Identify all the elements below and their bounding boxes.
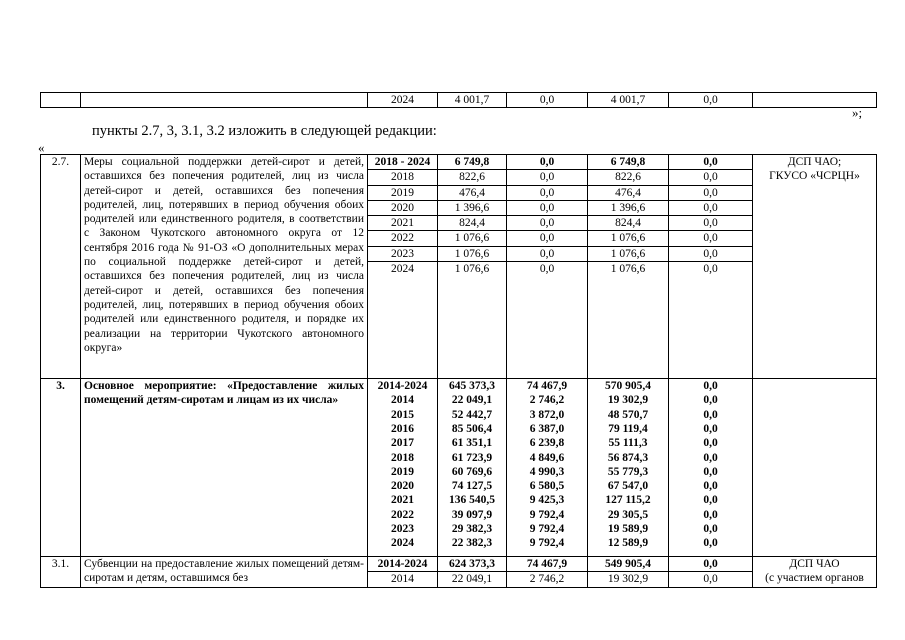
federal-cell: 0,0 — [507, 155, 588, 170]
year-cell: 2023 — [368, 246, 438, 261]
other-cell: 0,0 — [669, 170, 753, 185]
total-cell: 1 076,6 — [438, 246, 507, 261]
total-cell: 645 373,3 — [449, 380, 495, 393]
federal-cell: 6 580,5 — [529, 480, 565, 493]
row-number: 3. — [41, 379, 81, 557]
year-cell: 2019 — [368, 185, 438, 200]
total-cell: 52 442,7 — [451, 408, 493, 421]
table-row — [41, 155, 877, 170]
federal-cell: 2 746,2 — [507, 572, 588, 587]
other-cell: 0,0 — [703, 494, 718, 507]
federal-cell: 0,0 — [507, 231, 588, 246]
row-number: 2.7. — [41, 155, 81, 379]
year-cell: 2018 - 2024 — [368, 155, 438, 170]
regional-cell: 67 547,0 — [607, 480, 649, 493]
regional-cell: 1 076,6 — [588, 262, 669, 379]
table-row — [41, 379, 877, 557]
year-cell: 2024 — [368, 93, 438, 108]
other-cell: 0,0 — [669, 246, 753, 261]
regional-cell: 29 305,5 — [607, 508, 649, 521]
executor-line: ДСП ЧАО; — [787, 156, 842, 168]
year-cell: 2018 — [391, 451, 414, 464]
year-cell: 2014-2024 — [377, 380, 428, 393]
total-cell: 22 049,1 — [438, 572, 507, 587]
total-cell: 4 001,7 — [438, 93, 507, 108]
executor-cell — [753, 155, 877, 379]
other-cell: 0,0 — [669, 200, 753, 215]
other-cell: 0,0 — [703, 394, 718, 407]
regional-cell: 570 905,4 — [605, 380, 651, 393]
year-cell: 2018 — [368, 170, 438, 185]
total-cell: 22 049,1 — [451, 394, 493, 407]
federal-cell: 6 387,0 — [529, 422, 565, 435]
total-cell: 60 769,6 — [451, 465, 493, 478]
regional-cell: 1 396,6 — [588, 200, 669, 215]
federal-cell: 0,0 — [507, 170, 588, 185]
other-cell: 0,0 — [703, 480, 718, 493]
closing-quote-mark: »; — [852, 105, 863, 120]
total-cell: 624 373,3 — [438, 557, 507, 572]
federal-cell: 74 467,9 — [507, 557, 588, 572]
regional-list — [588, 379, 669, 557]
federal-cell: 0,0 — [507, 93, 588, 108]
federal-cell: 9 792,4 — [529, 523, 565, 536]
federal-cell: 9 792,4 — [529, 537, 565, 550]
total-cell: 22 382,3 — [451, 537, 493, 550]
other-list — [669, 379, 753, 557]
regional-cell: 55 779,3 — [607, 465, 649, 478]
regional-cell: 1 076,6 — [588, 231, 669, 246]
year-cell: 2024 — [368, 262, 438, 379]
measure-description: Субвенции на предоставление жилых помещений детям-сиротам и детям, оставшимся без — [81, 557, 368, 588]
other-cell: 0,0 — [669, 93, 753, 108]
total-cell: 822,6 — [438, 170, 507, 185]
total-cell: 61 723,9 — [451, 451, 493, 464]
regional-cell: 12 589,9 — [607, 537, 649, 550]
federal-cell: 0,0 — [507, 246, 588, 261]
other-cell: 0,0 — [703, 508, 718, 521]
total-cell: 6 749,8 — [438, 155, 507, 170]
regional-cell: 79 119,4 — [608, 422, 648, 435]
description-cell — [81, 93, 368, 108]
federal-cell: 0,0 — [507, 262, 588, 379]
total-cell: 1 076,6 — [438, 262, 507, 379]
other-cell: 0,0 — [703, 537, 718, 550]
regional-cell: 476,4 — [588, 185, 669, 200]
year-cell: 2020 — [391, 480, 414, 493]
federal-cell: 0,0 — [507, 200, 588, 215]
total-cell: 476,4 — [438, 185, 507, 200]
previous-table-fragment — [40, 92, 877, 108]
federal-cell: 9 425,3 — [529, 494, 565, 507]
federal-cell: 6 239,8 — [529, 437, 565, 450]
federal-list — [507, 379, 588, 557]
total-list — [438, 379, 507, 557]
year-cell: 2014 — [391, 394, 414, 407]
regional-cell: 19 589,9 — [607, 523, 649, 536]
regional-cell: 127 115,2 — [605, 494, 651, 507]
year-cell: 2019 — [391, 465, 414, 478]
measure-description: Основное мероприятие: «Предоставление жилых помещений детям-сиротам и лицам из их числа» — [81, 379, 368, 557]
executor-line: ДСП ЧАО — [789, 558, 840, 571]
executor-line: (с участием органов — [765, 572, 864, 585]
year-cell: 2020 — [368, 200, 438, 215]
other-cell: 0,0 — [703, 380, 718, 393]
other-cell: 0,0 — [703, 465, 718, 478]
year-cell: 2016 — [391, 422, 414, 435]
total-cell: 29 382,3 — [451, 523, 493, 536]
federal-cell: 0,0 — [507, 185, 588, 200]
year-cell: 2022 — [368, 231, 438, 246]
row-number: 3.1. — [41, 557, 81, 588]
total-cell: 1 396,6 — [438, 200, 507, 215]
year-cell: 2015 — [391, 408, 414, 421]
regional-cell: 19 302,9 — [588, 572, 669, 587]
year-cell: 2023 — [391, 523, 414, 536]
total-cell: 1 076,6 — [438, 231, 507, 246]
federal-cell: 3 872,0 — [529, 408, 565, 421]
other-cell: 0,0 — [669, 572, 753, 587]
executor-cell — [753, 379, 877, 557]
amendment-instruction: пункты 2.7, 3, 3.1, 3.2 изложить в следующей редакции: — [92, 123, 437, 139]
table-row — [41, 557, 877, 572]
regional-cell: 549 905,4 — [588, 557, 669, 572]
total-cell: 61 351,1 — [451, 437, 493, 450]
year-cell: 2024 — [391, 537, 414, 550]
other-cell: 0,0 — [669, 262, 753, 379]
year-cell: 2014 — [368, 572, 438, 587]
regional-cell: 48 570,7 — [607, 408, 649, 421]
year-list — [368, 379, 438, 557]
year-cell: 2017 — [391, 437, 414, 450]
federal-cell: 2 746,2 — [529, 394, 565, 407]
federal-cell: 74 467,9 — [526, 380, 568, 393]
regional-cell: 6 749,8 — [588, 155, 669, 170]
federal-cell: 9 792,4 — [529, 508, 565, 521]
regional-cell: 824,4 — [588, 216, 669, 231]
year-cell: 2021 — [391, 494, 414, 507]
other-cell: 0,0 — [703, 523, 718, 536]
total-cell: 136 540,5 — [449, 494, 495, 507]
total-cell: 39 097,9 — [451, 508, 493, 521]
federal-cell: 4 990,3 — [529, 465, 565, 478]
year-cell: 2021 — [368, 216, 438, 231]
opening-quote-mark: « — [38, 140, 45, 155]
program-measures-table — [40, 154, 877, 588]
total-cell: 85 506,4 — [451, 422, 493, 435]
federal-cell: 0,0 — [507, 216, 588, 231]
other-cell: 0,0 — [669, 231, 753, 246]
other-cell: 0,0 — [669, 185, 753, 200]
federal-cell: 4 849,6 — [529, 451, 565, 464]
executor-line: ГКУСО «ЧСРЦН» — [769, 170, 860, 183]
regional-cell: 4 001,7 — [588, 93, 669, 108]
regional-cell: 822,6 — [588, 170, 669, 185]
num-cell — [41, 93, 81, 108]
other-cell: 0,0 — [703, 451, 718, 464]
regional-cell: 1 076,6 — [588, 246, 669, 261]
year-cell: 2022 — [391, 508, 414, 521]
other-cell: 0,0 — [669, 216, 753, 231]
regional-cell: 19 302,9 — [607, 394, 649, 407]
other-cell: 0,0 — [703, 408, 718, 421]
executor-cell — [753, 557, 877, 588]
regional-cell: 56 874,3 — [607, 451, 649, 464]
other-cell: 0,0 — [703, 437, 718, 450]
total-cell: 74 127,5 — [451, 480, 493, 493]
other-cell: 0,0 — [669, 155, 753, 170]
measure-description: Меры социальной поддержки детей-сирот и детей, оставшихся без попечения родителей, лиц из числа детей-сирот и детей, оставшихся без попечения родителей, лиц, потерявших в период обучения обоих родителей или единственного родителя, в соответствии с Законом Чукотского автономного округа от 12 сентября 2016 года № 91-ОЗ «О дополнительных мерах по социальной поддержке детей-сирот и детей, оставшихся без попечения родителей, лиц из числа детей-сирот и детей, оставшихся без попечения родителей, лиц, потерявших в период обучения обоих родителей или единственного родителя, и порядке их реализации на территории Чукотского автономного округа» — [81, 155, 368, 379]
regional-cell: 55 111,3 — [608, 437, 648, 450]
other-cell: 0,0 — [669, 557, 753, 572]
table-row — [41, 93, 877, 108]
year-cell: 2014-2024 — [368, 557, 438, 572]
other-cell: 0,0 — [703, 422, 718, 435]
total-cell: 824,4 — [438, 216, 507, 231]
